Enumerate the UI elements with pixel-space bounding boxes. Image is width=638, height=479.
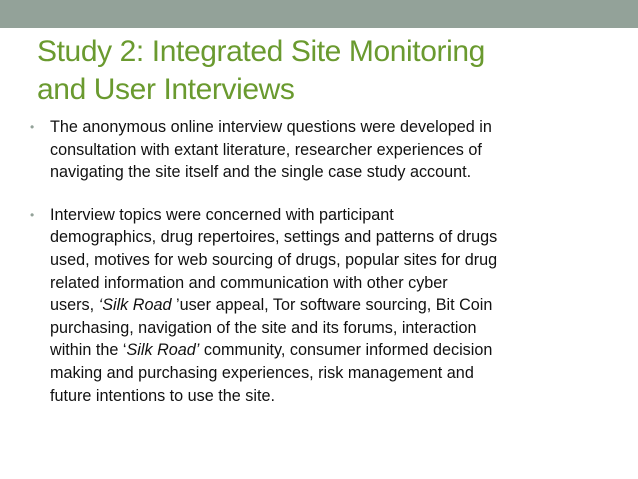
bullet-1-line-2: consultation with extant literature, researcher experiences of xyxy=(50,140,482,159)
silk-road-italic-2: Silk Road’ xyxy=(126,341,200,360)
bullet-2-line-5-post: ’user appeal, Tor software sourcing, Bit Coin xyxy=(171,296,493,315)
bullet-dot-icon: • xyxy=(30,120,35,134)
bullet-2-line-9: future intentions to use the site. xyxy=(50,386,275,405)
bullet-2-line-3: used, motives for web sourcing of drugs, popular sites for drug xyxy=(50,250,498,269)
bullet-2-line-4: related information and communication with other cyber xyxy=(50,273,448,292)
bullet-2-line-5 xyxy=(50,294,626,317)
silk-road-italic-1: ‘Silk Road xyxy=(98,296,172,315)
bullet-dot-icon: • xyxy=(30,207,35,222)
bullet-1-line-3: navigating the site itself and the single case study account. xyxy=(50,163,472,182)
bullet-2-line-7 xyxy=(50,339,626,362)
slide-title xyxy=(37,33,627,109)
bullet-2-line-7-pre: within the ‘ xyxy=(50,341,127,360)
slide-title-line-1: Study 2: Integrated Site Monitoring xyxy=(37,35,485,68)
bullet-2-line-6: purchasing, navigation of the site and its forums, interaction xyxy=(50,318,477,337)
bullet-2-line-2: demographics, drug repertoires, settings and patterns of drugs xyxy=(50,228,498,247)
slide-title-line-2: and User Interviews xyxy=(37,73,295,106)
bullet-2-line-8: making and purchasing experiences, risk management and xyxy=(50,363,474,382)
bullet-2-line-7-post: community, consumer informed decision xyxy=(199,341,493,360)
bullet-item-1 xyxy=(30,116,626,184)
bullet-2-line-5-pre: users, xyxy=(50,296,99,315)
bullet-1-line-1: The anonymous online interview questions were developed in xyxy=(50,118,492,136)
bullet-list xyxy=(30,116,626,407)
bullet-item-2 xyxy=(30,204,626,407)
top-accent-band xyxy=(0,0,638,28)
bullet-2-line-1: Interview topics were concerned with participant xyxy=(50,205,394,224)
